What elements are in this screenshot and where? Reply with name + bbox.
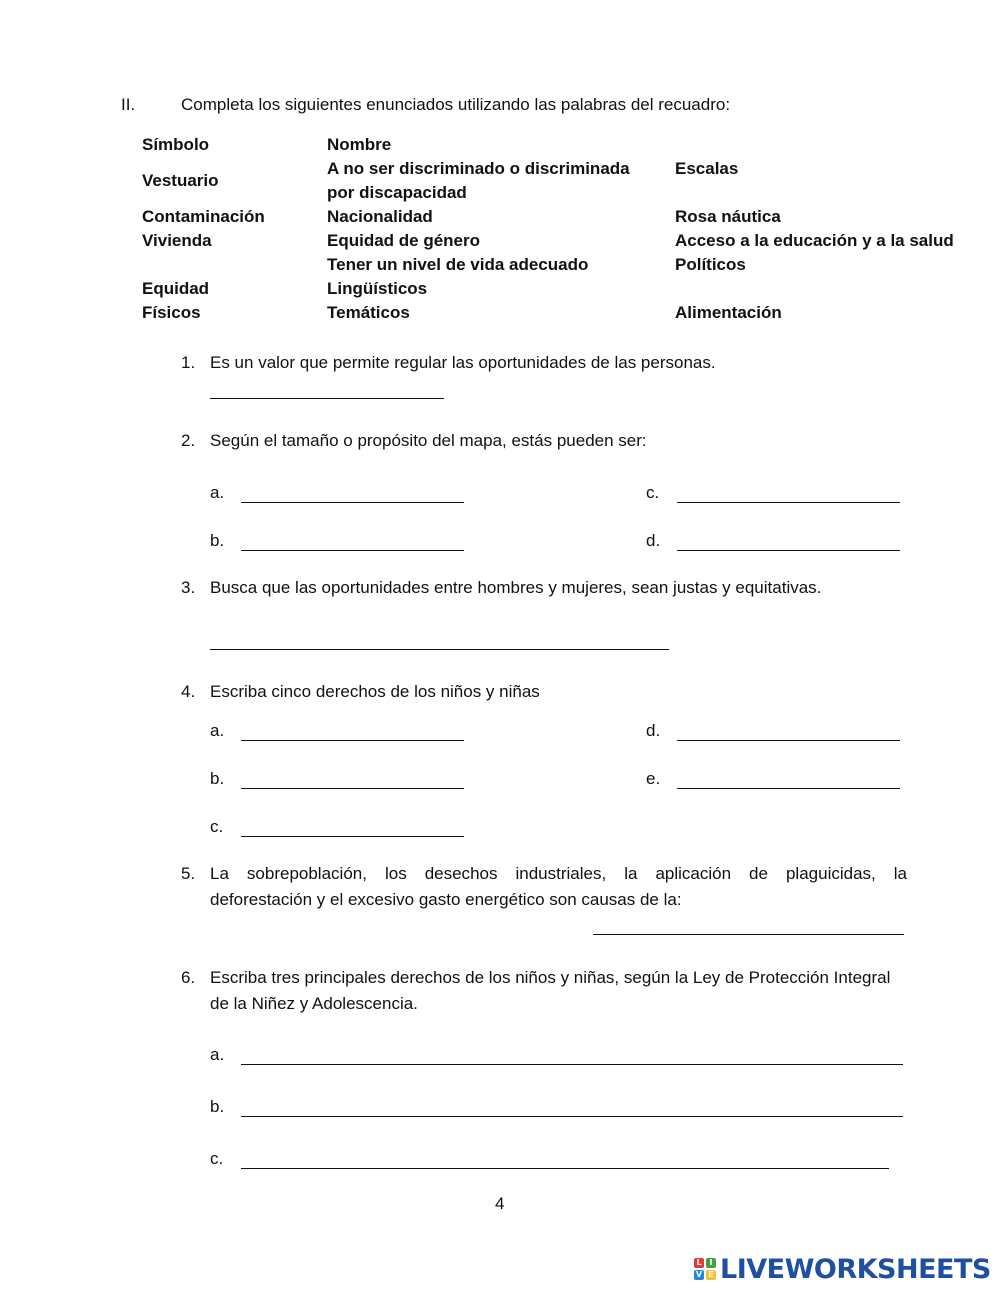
option-label: c. (210, 817, 224, 836)
word-bank-item: Contaminación (142, 207, 265, 226)
word-bank-item: Rosa náutica (675, 207, 781, 226)
question-number: 6. (181, 968, 196, 987)
answer-4d-input[interactable] (677, 720, 900, 741)
option-label: b. (210, 769, 225, 788)
question-6-text-line1: Escriba tres principales derechos de los niños y niñas, según la Ley de Protección Integral (210, 968, 891, 987)
answer-2a-input[interactable] (241, 482, 464, 503)
word-bank-item: A no ser discriminado o discriminada (327, 159, 630, 178)
word-bank-item: Alimentación (675, 303, 782, 322)
question-4-text: Escriba cinco derechos de los niños y niñas (210, 682, 540, 701)
logo-square-v: V (695, 1270, 703, 1279)
logo-square-l: L (694, 1258, 704, 1268)
question-5-text-line2: deforestación y el excesivo gasto energético son causas de la: (210, 890, 682, 909)
liveworksheets-logo (694, 1254, 991, 1284)
answer-2d-input[interactable] (677, 530, 900, 551)
word-bank-item: Físicos (142, 303, 201, 322)
word-bank-item: Vivienda (142, 231, 212, 250)
answer-3-input[interactable] (210, 629, 669, 650)
answer-1-input[interactable] (210, 378, 444, 399)
word-bank-item: Nacionalidad (327, 207, 433, 226)
option-label: a. (210, 1045, 225, 1064)
word-bank-item: Escalas (675, 159, 739, 178)
answer-2b-input[interactable] (241, 530, 464, 551)
answer-4e-input[interactable] (677, 768, 900, 789)
word-bank-item: Equidad (142, 279, 210, 298)
word-bank-item: Acceso a la educación y a la salud (675, 231, 954, 250)
answer-4a-input[interactable] (241, 720, 464, 741)
answer-2c-input[interactable] (677, 482, 900, 503)
section-numeral: II. (121, 95, 136, 114)
logo-square-i: I (706, 1258, 716, 1268)
question-3-text: Busca que las oportunidades entre hombres y mujeres, sean justas y equitativas. (210, 578, 822, 597)
option-label: d. (646, 531, 661, 550)
word-bank-item: por discapacidad (327, 183, 467, 202)
brand-name: LIVEWORKSHEETS (720, 1253, 991, 1285)
option-label: a. (210, 721, 225, 740)
question-number: 1. (181, 353, 196, 372)
option-label: b. (210, 531, 225, 550)
logo-square-e: E (706, 1270, 716, 1280)
logo-squares-icon (694, 1258, 716, 1280)
option-label: c. (210, 1149, 224, 1168)
word-bank-item: Lingüísticos (327, 279, 428, 298)
answer-5-input[interactable] (593, 914, 904, 935)
word-bank-item: Temáticos (327, 303, 410, 322)
answer-6a-input[interactable] (241, 1044, 903, 1065)
option-label: b. (210, 1097, 225, 1116)
question-number: 2. (181, 431, 196, 450)
word-bank-item: Nombre (327, 135, 392, 154)
word-bank-item: Símbolo (142, 135, 210, 154)
question-2-text: Según el tamaño o propósito del mapa, estás pueden ser: (210, 431, 647, 450)
answer-6b-input[interactable] (241, 1096, 903, 1117)
option-label: e. (646, 769, 661, 788)
option-label: a. (210, 483, 225, 502)
question-5-text-line1 (210, 863, 907, 885)
word-bank-item: Vestuario (142, 171, 219, 190)
question-number: 5. (181, 864, 196, 883)
section-instruction: Completa los siguientes enunciados utilizando las palabras del recuadro: (181, 95, 731, 114)
question-6-text-line2: de la Niñez y Adolescencia. (210, 994, 418, 1013)
question-1-text: Es un valor que permite regular las oportunidades de las personas. (210, 353, 716, 372)
word-bank-item: Políticos (675, 255, 746, 274)
question-number: 3. (181, 578, 196, 597)
option-label: c. (646, 483, 660, 502)
answer-4c-input[interactable] (241, 816, 464, 837)
question-number: 4. (181, 682, 196, 701)
question-5-line1: La sobrepoblación, los desechos industriales, la aplicación de plaguicidas, la (210, 864, 907, 883)
word-bank-item: Equidad de género (327, 231, 481, 250)
answer-6c-input[interactable] (241, 1148, 889, 1169)
word-bank-item: Tener un nivel de vida adecuado (327, 255, 589, 274)
answer-4b-input[interactable] (241, 768, 464, 789)
page-number: 4 (495, 1194, 505, 1213)
option-label: d. (646, 721, 661, 740)
